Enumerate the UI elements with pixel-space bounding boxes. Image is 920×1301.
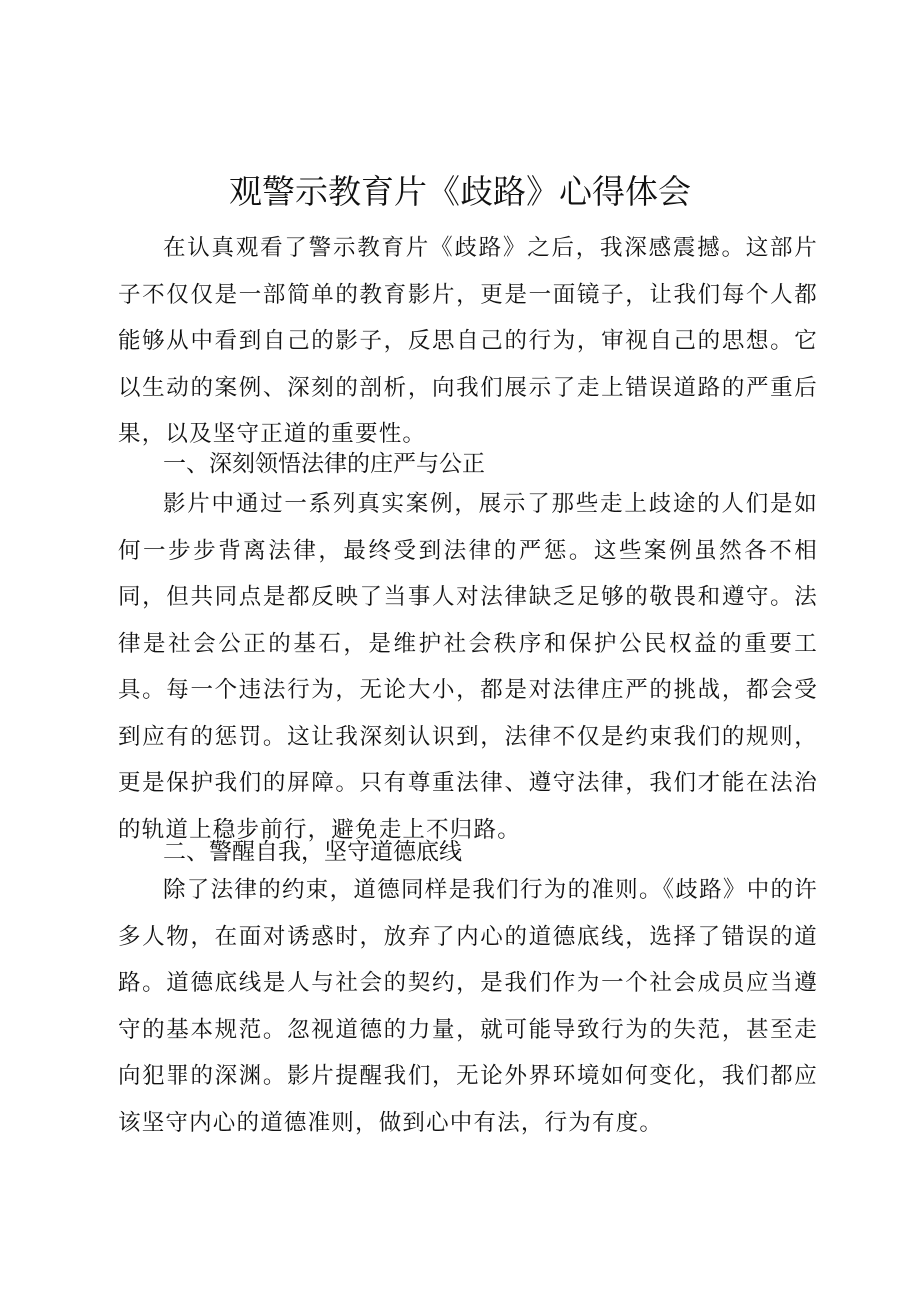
intro-paragraph: 在认真观看了警示教育片《歧路》之后，我深感震撼。这部片子不仅仅是一部简单的教育影片，更是一面镜子，让我们每个人都能够从中看到自己的影子，反思自己的行为，审视自己的思想。它以生动的案例、深刻的剖析，向我们展示了走上错误道路的严重后果，以及坚守正道的重要性。 — [118, 235, 818, 447]
section-heading-2: 二、警醒自我，坚守道德底线 — [163, 839, 462, 865]
section-paragraph-2: 除了法律的约束，道德同样是我们行为的准则。《歧路》中的许多人物，在面对诱惑时，放弃了内心的道德底线，选择了错误的道路。道德底线是人与社会的契约，是我们作为一个社会成员应当遵守的基本规范。忽视道德的力量，就可能导致行为的失范，甚至走向犯罪的深渊。影片提醒我们，无论外界环境如何变化，我们都应该坚守内心的道德准则，做到心中有法，行为有度。 — [118, 877, 818, 1136]
section-heading-1: 一、深刻领悟法律的庄严与公正 — [163, 451, 485, 477]
section-paragraph-1: 影片中通过一系列真实案例，展示了那些走上歧途的人们是如何一步步背离法律，最终受到法律的严惩。这些案例虽然各不相同，但共同点是都反映了当事人对法律缺乏足够的敬畏和遵守。法律是社会公正的基石，是维护社会秩序和保护公民权益的重要工具。每一个违法行为，无论大小，都是对法律庄严的挑战，都会受到应有的惩罚。这让我深刻认识到，法律不仅是约束我们的规则，更是保护我们的屏障。只有尊重法律、遵守法律，我们才能在法治的轨道上稳步前行，避免走上不归路。 — [118, 491, 818, 843]
document-title: 观警示教育片《歧路》心得体会 — [229, 172, 691, 211]
